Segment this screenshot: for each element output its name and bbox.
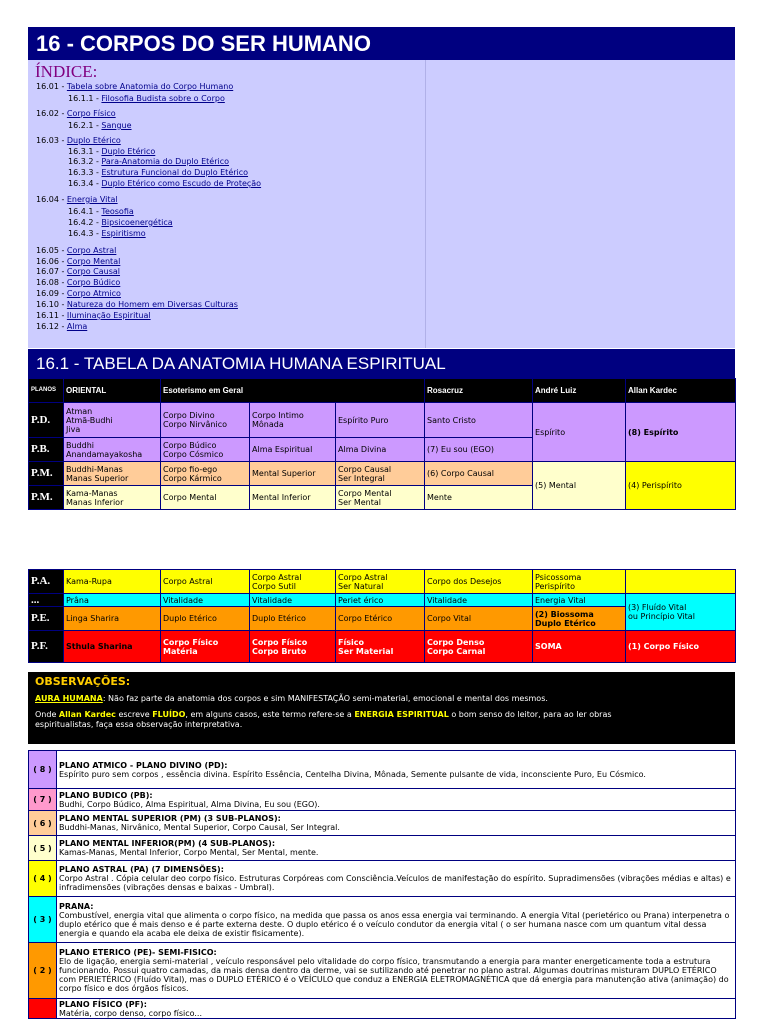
- index-item: [36, 109, 116, 119]
- plano-description: [57, 836, 736, 861]
- plano-text: Espírito puro sem corpos , essência divina. Espírito Essência, Centelha Divina, Mônada, Semente pulsante de vida, inconsciente Puro, Eu Cósmico.: [59, 769, 646, 779]
- index-item: [36, 246, 116, 256]
- index-link[interactable]: Corpo Astral: [66, 246, 117, 255]
- esoterismo-cell: Corpo Astral Corpo Sutil: [250, 570, 336, 594]
- plano-description: [57, 999, 736, 1019]
- index-link[interactable]: Filosofia Budista sobre o Corpo: [101, 94, 225, 103]
- esoterismo-cell: Corpo Divino Corpo Nirvânico: [161, 403, 250, 438]
- plano-description: [57, 789, 736, 811]
- index-number: 16.3.2 -: [68, 157, 102, 166]
- header-esoterismo: Esoterismo em Geral: [161, 379, 425, 403]
- index-number: 16.4.2 -: [68, 218, 102, 227]
- esoterismo-cell: Corpo Físico Matéria: [161, 631, 250, 663]
- esoterismo-cell: Duplo Etérico: [250, 607, 336, 631]
- index-number: 16.03 -: [36, 136, 67, 145]
- index-heading: ÍNDICE:: [35, 62, 98, 81]
- plano-description: [57, 811, 736, 836]
- rosacruz-cell: Mente: [425, 486, 533, 510]
- plano-number: [29, 999, 57, 1019]
- esoterismo-cell: Periet érico: [336, 594, 425, 607]
- esoterismo-cell: Corpo fio-ego Corpo Kármico: [161, 462, 250, 486]
- index-link[interactable]: Corpo Físico: [66, 109, 116, 118]
- plano-text: Budhi, Corpo Búdico, Alma Espiritual, Alma Divina, Eu sou (EGO).: [59, 799, 320, 809]
- plano-title: PLANO ETERICO (PE)- SEMI-FISICO:: [59, 948, 217, 957]
- esoterismo-cell: Vitalidade: [250, 594, 336, 607]
- index-link[interactable]: Espiritismo: [101, 229, 146, 238]
- plano-title: PLANO ATMICO - PLANO DIVINO (PD):: [59, 760, 228, 770]
- aura-text: : Não faz parte da anatomia dos corpos e sim MANIFESTAÇÃO semi-material, emocional e mental dos mesmos.: [102, 694, 548, 703]
- plano-cell: ...: [29, 594, 64, 607]
- index-number: 16.09 -: [36, 289, 67, 298]
- esoterismo-cell: Corpo Mental Ser Mental: [336, 486, 425, 510]
- oriental-cell: Buddhi Anandamayakosha: [64, 438, 161, 462]
- index-link[interactable]: Corpo Búdico: [66, 278, 121, 287]
- section-title: 16.1 - TABELA DA ANATOMIA HUMANA ESPIRITUAL: [28, 349, 735, 378]
- index-item: [36, 257, 120, 267]
- index-number: 16.10 -: [36, 300, 67, 309]
- esoterismo-cell: Corpo Búdico Corpo Cósmico: [161, 438, 250, 462]
- esoterismo-cell: Mental Inferior: [250, 486, 336, 510]
- index-number: 16.4.1 -: [68, 207, 102, 216]
- index-item: [36, 267, 120, 277]
- plano-text: Matéria, corpo denso, corpo físico...: [59, 1008, 202, 1018]
- plano-description: [57, 943, 736, 999]
- plano-text: Combustível, energia vital que alimenta o corpo físico, na medida que passa os anos essa energia vai terminando. A energia Vital (perietérico ou Prana) interpenetra o duplo etérico que é mais denso e é parte externa deste. O duplo etérico é o veículo condutor da energia vital ( o ser humana nasce com um quantum vital dessa energia e quando ela acaba ele deixa de existir fisicamente).: [59, 910, 730, 938]
- plano-number: ( 4 ): [29, 861, 57, 897]
- esoterismo-cell: Duplo Etérico: [161, 607, 250, 631]
- index-item: [68, 94, 225, 104]
- aura-label: AURA HUMANA: [35, 694, 103, 703]
- plano-text: Elo de ligação, energia semi-material , veículo responsável pelo vitalidade do corpo físico, transmutando a energia para manter energeticamente toda a estrutura funcionando. Possui quatro camadas, da mais densa dentro da derme, vai se sutilizando até penetrar no plano astral. Algumas doutrinas misturam DUPLO ETÉRICO com PERIETÉRICO (Fluído Vital), mas o DUPLO ETÉRICO é o VEÍCULO que conduz a ENERGIA ELETROMAGNÉTICA que dá energia para manutenção ativa (animação) do corpo físico e dos órgãos físicos.: [59, 957, 729, 993]
- index-link[interactable]: Estrutura Funcional do Duplo Etérico: [101, 168, 249, 177]
- index-item: [68, 179, 261, 189]
- esoterismo-cell: Corpo Causal Ser Integral: [336, 462, 425, 486]
- energia-label: ENERGIA ESPIRITUAL: [354, 710, 449, 719]
- index-link[interactable]: Alma: [66, 322, 88, 331]
- oriental-cell: Buddhi-Manas Manas Superior: [64, 462, 161, 486]
- rosacruz-cell: (7) Eu sou (EGO): [425, 438, 533, 462]
- index-item: [68, 229, 146, 239]
- oriental-cell: Prâna: [64, 594, 161, 607]
- index-item: [36, 289, 121, 299]
- index-link[interactable]: Corpo Causal: [66, 267, 121, 276]
- plano-cell: P.F.: [29, 631, 64, 663]
- esoterismo-cell: Alma Divina: [336, 438, 425, 462]
- plano-title: PLANO BUDICO (PB):: [59, 790, 153, 800]
- allan-kardec-cell: (4) Perispírito: [626, 462, 736, 510]
- oriental-cell: Sthula Sharina: [64, 631, 161, 663]
- index-number: 16.1.1 -: [68, 94, 102, 103]
- page-title: 16 - CORPOS DO SER HUMANO: [28, 27, 735, 60]
- oriental-cell: Atman Atmã-Budhi Jiva: [64, 403, 161, 438]
- observacoes-line2: [35, 710, 612, 720]
- esoterismo-cell: Espírito Puro: [336, 403, 425, 438]
- index-link[interactable]: Bipsicoenergética: [101, 218, 173, 227]
- rosacruz-cell: Corpo Denso Corpo Carnal: [425, 631, 533, 663]
- plano-title: PLANO MENTAL SUPERIOR (PM) (3 SUB-PLANOS):: [59, 814, 281, 823]
- plano-number: ( 8 ): [29, 751, 57, 789]
- oriental-cell: Kama-Rupa: [64, 570, 161, 594]
- rosacruz-cell: Vitalidade: [425, 594, 533, 607]
- header-rosacruz: Rosacruz: [425, 379, 533, 403]
- index-number: 16.3.1 -: [68, 147, 102, 156]
- plano-text: Buddhi-Manas, Nirvânico, Mental Superior, Corpo Causal, Ser Integral.: [59, 823, 340, 832]
- rosacruz-cell: (6) Corpo Causal: [425, 462, 533, 486]
- plano-cell: P.M.: [29, 486, 64, 510]
- index-number: 16.07 -: [36, 267, 67, 276]
- allan-kardec-cell: (3) Fluído Vital ou Princípio Vital: [626, 594, 736, 631]
- allan-kardec-cell: (1) Corpo Físico: [626, 631, 736, 663]
- observacoes-title: OBSERVAÇÕES:: [35, 675, 131, 688]
- index-link[interactable]: Energia Vital: [66, 195, 118, 204]
- plano-cell: P.B.: [29, 438, 64, 462]
- index-number: 16.08 -: [36, 278, 67, 287]
- index-item: [68, 168, 248, 178]
- index-item: [36, 300, 238, 310]
- index-link[interactable]: Corpo Atmico: [66, 289, 121, 298]
- text: Onde: [35, 710, 59, 719]
- plano-title: PLANO FÍSICO (PF):: [59, 999, 147, 1009]
- andre-luiz-cell: (2) Biossoma Duplo Etérico: [533, 607, 626, 631]
- allan-kardec-cell: [626, 570, 736, 594]
- oriental-cell: Kama-Manas Manas Inferior: [64, 486, 161, 510]
- index-number: 16.12 -: [36, 322, 67, 331]
- index-number: 16.05 -: [36, 246, 67, 255]
- text: o bom senso do leitor, para ao ler obras: [448, 710, 612, 719]
- plano-number: ( 3 ): [29, 897, 57, 943]
- index-link[interactable]: Duplo Etérico: [101, 147, 156, 156]
- index-number: 16.4.3 -: [68, 229, 102, 238]
- index-item: [68, 121, 132, 131]
- andre-luiz-cell: Psicossoma Perispírito: [533, 570, 626, 594]
- andre-luiz-cell: Espírito: [533, 403, 626, 462]
- rosacruz-cell: Santo Cristo: [425, 403, 533, 438]
- index-number: 16.2.1 -: [68, 121, 102, 130]
- index-item: [68, 147, 155, 157]
- index-link[interactable]: Iluminação Espiritual: [66, 311, 151, 320]
- index-link[interactable]: Teosofia: [101, 207, 134, 216]
- index-number: 16.3.4 -: [68, 179, 102, 188]
- andre-luiz-cell: SOMA: [533, 631, 626, 663]
- index-item: [68, 218, 173, 228]
- plano-title: PRANA:: [59, 901, 94, 911]
- anatomy-table: [28, 378, 736, 510]
- planos-list: [28, 750, 736, 1019]
- index-item: [68, 207, 134, 217]
- index-link[interactable]: Para-Anatomia do Duplo Etérico: [101, 157, 230, 166]
- esoterismo-cell: Corpo Mental: [161, 486, 250, 510]
- plano-number: ( 5 ): [29, 836, 57, 861]
- plano-cell: P.D.: [29, 403, 64, 438]
- index-link[interactable]: Sangue: [101, 121, 132, 130]
- index-number: 16.02 -: [36, 109, 67, 118]
- anatomy-table-continued: [28, 569, 736, 663]
- index-link[interactable]: Duplo Etérico: [66, 136, 121, 145]
- observacoes-panel: [28, 672, 735, 744]
- index-item: [36, 278, 120, 288]
- plano-description: [57, 861, 736, 897]
- esoterismo-cell: Corpo Etérico: [336, 607, 425, 631]
- plano-number: ( 6 ): [29, 811, 57, 836]
- index-link[interactable]: Duplo Etérico como Escudo de Proteção: [101, 179, 262, 188]
- rosacruz-cell: Corpo dos Desejos: [425, 570, 533, 594]
- index-number: 16.01 -: [36, 82, 67, 91]
- index-item: [36, 322, 87, 332]
- rosacruz-cell: Corpo Vital: [425, 607, 533, 631]
- index-link[interactable]: Corpo Mental: [66, 257, 121, 266]
- andre-luiz-cell: (5) Mental: [533, 462, 626, 510]
- oriental-cell: Linga Sharira: [64, 607, 161, 631]
- allan-kardec-label: Allan Kardec: [58, 710, 116, 719]
- text: , em alguns casos, este termo refere-se a: [185, 710, 355, 719]
- plano-description: [57, 751, 736, 789]
- index-number: 16.04 -: [36, 195, 67, 204]
- header-allan-kardec: Allan Kardec: [626, 379, 736, 403]
- observacoes-line3: espiritualistas, faça essa observação interpretativa.: [35, 720, 243, 729]
- esoterismo-cell: Mental Superior: [250, 462, 336, 486]
- index-link[interactable]: Tabela sobre Anatomia do Corpo Humano: [66, 82, 234, 91]
- index-item: [68, 157, 229, 167]
- esoterismo-cell: Corpo Astral: [161, 570, 250, 594]
- header-planos: PLANOS: [29, 379, 64, 403]
- index-number: 16.06 -: [36, 257, 67, 266]
- index-item: [36, 82, 233, 92]
- observacoes-aura: [35, 694, 548, 704]
- andre-luiz-cell: Energia Vital: [533, 594, 626, 607]
- plano-title: PLANO MENTAL INFERIOR(PM) (4 SUB-PLANOS):: [59, 839, 276, 848]
- plano-title: PLANO ASTRAL (PA) (7 DIMENSÕES):: [59, 865, 224, 874]
- plano-cell: P.M.: [29, 462, 64, 486]
- index-item: [36, 136, 121, 146]
- plano-cell: P.A.: [29, 570, 64, 594]
- plano-description: [57, 897, 736, 943]
- allan-kardec-cell: (8) Espírito: [626, 403, 736, 462]
- index-link[interactable]: Natureza do Homem em Diversas Culturas: [66, 300, 238, 309]
- esoterismo-cell: Corpo Astral Ser Natural: [336, 570, 425, 594]
- plano-number: ( 2 ): [29, 943, 57, 999]
- index-item: [36, 311, 151, 321]
- index-number: 16.3.3 -: [68, 168, 102, 177]
- index-item: [36, 195, 118, 205]
- index-divider: [425, 60, 426, 348]
- plano-cell: P.E.: [29, 607, 64, 631]
- plano-text: Kamas-Manas, Mental Inferior, Corpo Mental, Ser Mental, mente.: [59, 848, 319, 857]
- plano-number: ( 7 ): [29, 789, 57, 811]
- esoterismo-cell: Físico Ser Material: [336, 631, 425, 663]
- fluido-label: FLUÍDO: [152, 710, 186, 719]
- text: escreve: [115, 710, 153, 719]
- plano-text: Corpo Astral . Cópia celular deo corpo físico. Estruturas Corpóreas com Consciência.Veículos de manifestação do espírito. Supradimensões (vibrações médias e altas) e infradimensões (vibrações densas e baixas - Umbral).: [59, 874, 731, 892]
- esoterismo-cell: Vitalidade: [161, 594, 250, 607]
- header-andre-luiz: André Luiz: [533, 379, 626, 403]
- header-oriental: ORIENTAL: [64, 379, 161, 403]
- esoterismo-cell: Alma Espiritual: [250, 438, 336, 462]
- esoterismo-cell: Corpo Físico Corpo Bruto: [250, 631, 336, 663]
- index-number: 16.11 -: [36, 311, 67, 320]
- esoterismo-cell: Corpo Intimo Mônada: [250, 403, 336, 438]
